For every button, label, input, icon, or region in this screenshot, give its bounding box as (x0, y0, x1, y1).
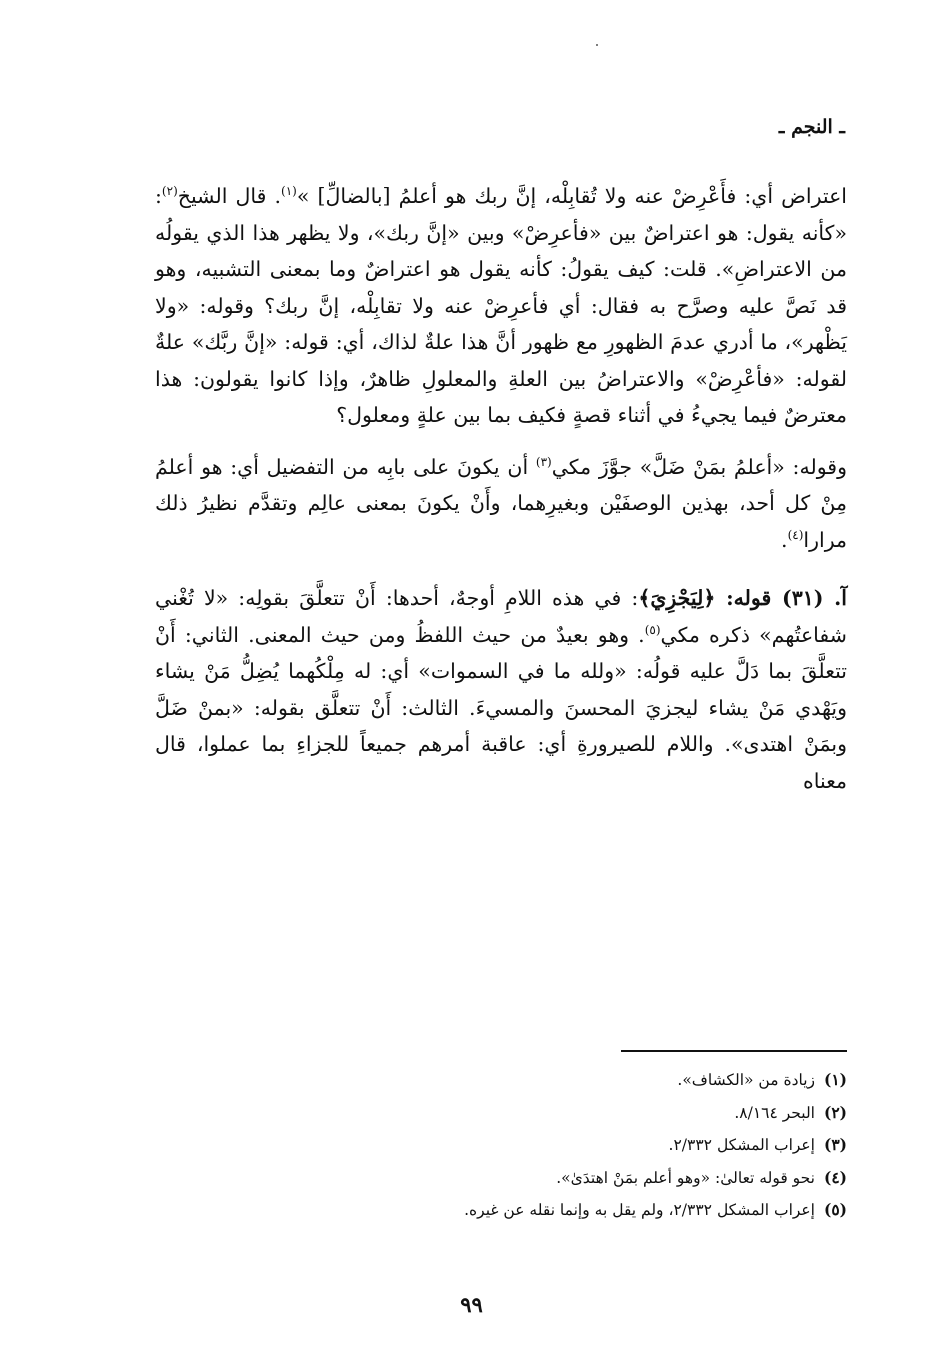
footnote-ref-5: (٥) (644, 622, 661, 637)
footnote-item (287, 1194, 847, 1227)
paragraph-2-tail: أن يكونَ على بابِه من التفضيل أي: هو أعلمُ مِنْ كل أحد، بهذين الوصفَيْن وبغيرِهما، وأَنْ يكونَ بمعنى عالِم وتقدَّم نظيرُ ذلك مرارا (155, 454, 847, 552)
paragraph-2-tail-end: . (781, 527, 788, 552)
paragraph-3 (155, 580, 847, 799)
footnote-number: (٢) (823, 1102, 847, 1122)
footnote-text: زيادة من «الكشاف». (677, 1071, 815, 1089)
footnote-item (287, 1097, 847, 1130)
paragraph-3-text: : في هذه اللامِ أوجهٌ، أحدها: أَنْ تتعلَّقَ بقولِه: «لا تُغْني شفاعتُهم» ذكره مكي (155, 586, 847, 647)
main-text (155, 178, 847, 799)
footnote-text: البحر ٨/١٦٤. (734, 1103, 815, 1122)
footnotes-list (287, 1064, 847, 1227)
page-number: ٩٩ (460, 1292, 483, 1317)
footnote-item (287, 1162, 847, 1195)
footnote-item (287, 1129, 847, 1162)
footnote-number: (١) (823, 1070, 847, 1089)
footnote-text: إعراب المشكل ٢/٣٣٢، ولم يقل به وإنما نقله عن غيره. (464, 1201, 815, 1219)
paragraph-3-tail: . وهو بعيدٌ من حيث اللفظُ ومن حيث المعنى. الثاني: أَنْ تتعلَّقَ بما دَلَّ عليه قولُه: «ولله ما في السموات» أي: له مِلْكُهما يُضِلُّ مَنْ يشاء ويَهْدي مَنْ يشاء ليجزيَ المحسنَ والمسيءَ. الثالث: أَنْ تتعلَّق بقوله: «بمنْ ضَلَّ وبمَنْ اهتدى». واللام للصيرورةِ أي: عاقبة أمرهم جميعاً للجزاءِ بما عملوا، قال معناه (155, 622, 847, 793)
footnote-ref-2: (٢) (161, 184, 178, 199)
footnote-text: إعراب المشكل ٢/٣٣٢. (668, 1136, 815, 1154)
running-header: ـ النجم ـ (778, 116, 845, 138)
footnote-ref-4: (٤) (787, 527, 804, 542)
footnote-ref-1: (١) (281, 184, 297, 199)
footnote-divider (621, 1050, 847, 1052)
footnote-number: (٣) (823, 1135, 847, 1154)
verse-reference: آ. (٣١) قوله: ﴿لِيَجْزِيَ﴾ (638, 586, 847, 610)
paragraph-2 (155, 449, 847, 559)
paragraph-1-text: اعتراض أي: فأَعْرِضْ عنه ولا تُقابِلْه، إنَّ ربك هو أعلمُ [بالضالِّ] » (296, 184, 847, 208)
footnote-text: نحو قوله تعالىٰ: «وهو أعلم بمَنْ اهتدَىٰ». (556, 1168, 815, 1187)
footnote-number: (٤) (823, 1167, 847, 1187)
paragraph-1 (155, 178, 847, 434)
footnote-item (287, 1064, 847, 1097)
scan-speck (596, 44, 598, 46)
paragraph-1-tail: . قال الشيخ (177, 184, 281, 208)
footnote-number: (٥) (823, 1200, 847, 1219)
footnote-ref-3: (٣) (535, 454, 552, 469)
paragraph-1-continuation: : «كأنه يقول: هو اعتراضٌ بين «فأعرِضْ» وبين «إنَّ ربك»، ولا يظهر هذا الذي يقولُه من الاعتراضِ». قلت: كيف يقولُ: كأنه يقول هو اعتراضٌ وما بمعنى التشبيه، وهو قد نَصَّ عليه وصرَّح به فقال: أي فأعرِضْ عنه ولا تقابِلْه، إنَّ ربك؟ وقوله: «ولا يَظْهر»، ما أدري عدمَ الظهورِ مع ظهور أنَّ هذا علةٌ لذاك، أي: قوله: «إنَّ ربَّك» علةٌ لقوله: «فأعْرِضْ» والاعتراضُ بين العلةِ والمعلولِ ظاهرٌ، وإذا كانوا يقولون: هذا معترضٌ فيما يجيءُ في أثناء قصةٍ فكيف بما بين علةٍ ومعلول؟ (155, 184, 847, 427)
paragraph-2-text: وقوله: «أعلمُ بمَنْ ضَلَّ» جوَّزَ مكي (551, 454, 847, 479)
